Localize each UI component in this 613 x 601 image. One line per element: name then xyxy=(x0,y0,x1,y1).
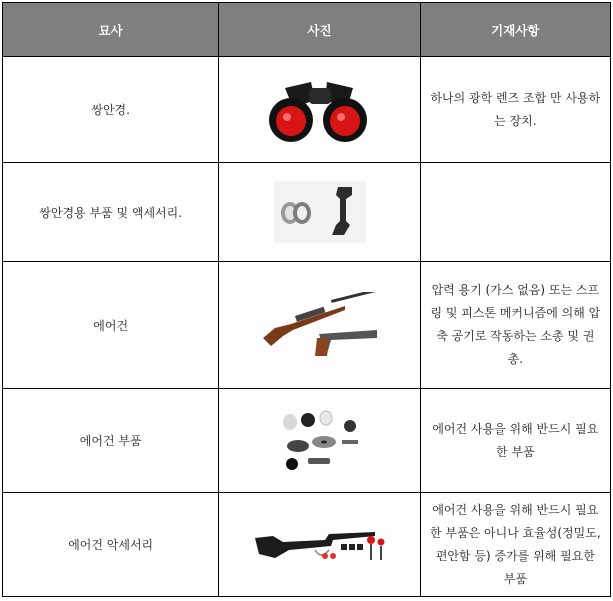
row-notes: 에어건 사용을 위해 반드시 필요한 부품은 아니나 효율성(정밀도, 편안함 등) 증가를 위해 필요한 부품 xyxy=(420,493,610,597)
row-photo xyxy=(219,262,420,389)
header-row xyxy=(3,3,611,57)
table-row xyxy=(3,163,611,262)
row-notes xyxy=(420,163,610,262)
table-row xyxy=(3,493,611,597)
header-photo: 사진 xyxy=(219,3,420,57)
table-row xyxy=(3,57,611,163)
row-photo xyxy=(219,163,420,262)
air-gun-parts-image xyxy=(278,410,362,472)
row-photo xyxy=(219,493,420,597)
row-description: 쌍안경용 부품 및 액세서리. xyxy=(3,163,219,262)
row-notes: 에어건 사용을 위해 반드시 필요한 부품 xyxy=(420,389,610,493)
row-description: 에어건 부품 xyxy=(3,389,219,493)
row-notes: 압력 용기 (가스 없음) 또는 스프링 및 피스톤 메커니즘에 의해 압축 공기로 작동하는 소총 및 권총. xyxy=(420,262,610,389)
air-rifle-and-pistol-image xyxy=(261,292,379,358)
air-gun-accessories-image xyxy=(255,520,385,570)
row-notes: 하나의 광학 렌즈 조합 만 사용하는 장치. xyxy=(420,57,610,163)
row-photo xyxy=(219,57,420,163)
header-description: 묘사 xyxy=(3,3,219,57)
items-table xyxy=(2,2,611,597)
table-row xyxy=(3,262,611,389)
row-description: 쌍안경. xyxy=(3,57,219,163)
row-description: 에어건 악세서리 xyxy=(3,493,219,597)
binocular-accessories-image xyxy=(274,181,366,243)
row-description: 에어건 xyxy=(3,262,219,389)
table-row xyxy=(3,389,611,493)
binoculars-image xyxy=(265,74,375,146)
row-photo xyxy=(219,389,420,493)
header-notes: 기재사항 xyxy=(420,3,610,57)
